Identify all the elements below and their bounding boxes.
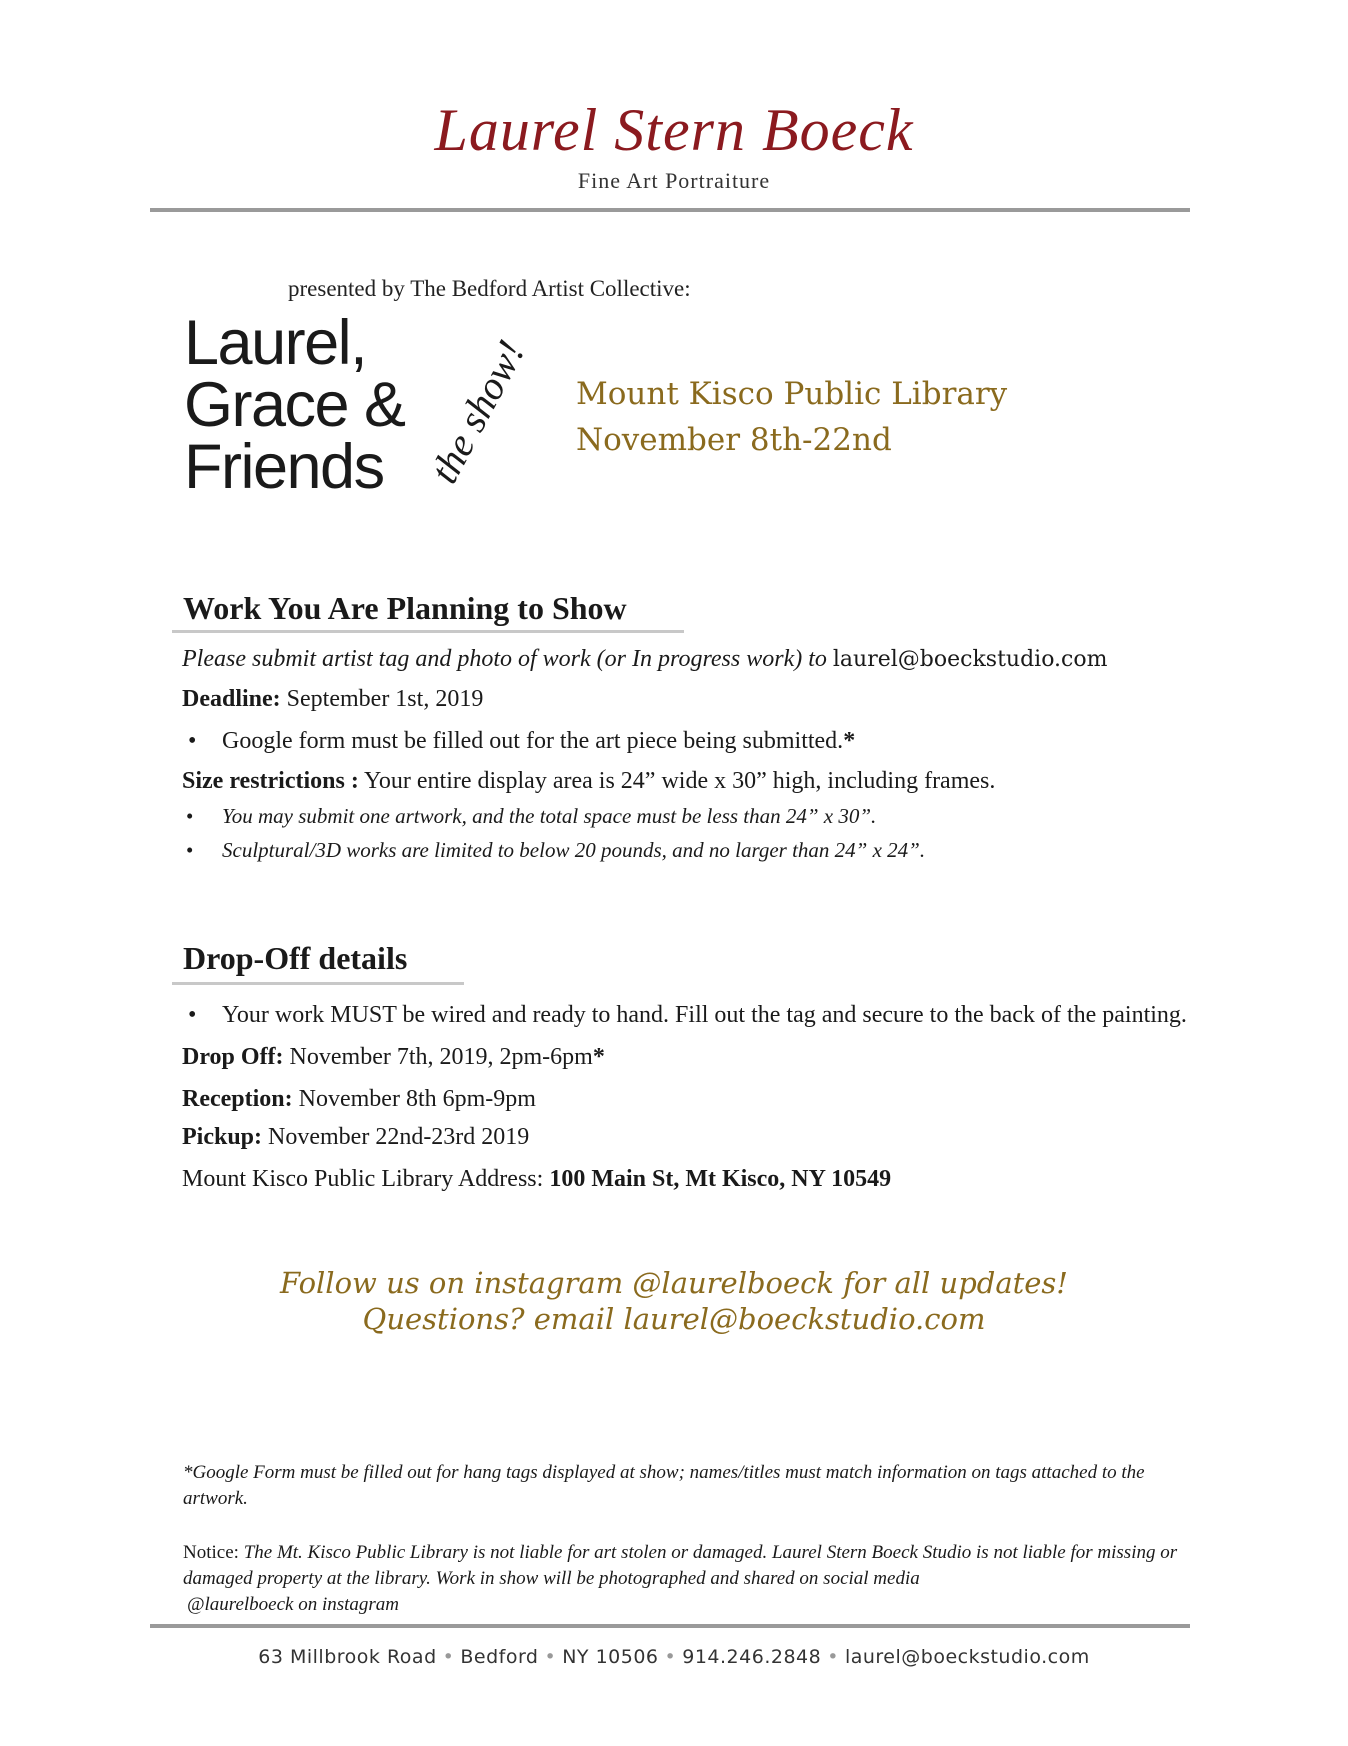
reception-value: November 8th 6pm-9pm (298, 1086, 536, 1112)
bullet-google-form (188, 728, 856, 755)
dropoff-line (182, 1044, 605, 1071)
bullet-wired-text: Your work MUST be wired and ready to hand. Fill out the tag and secure to the back of the painting. (222, 1002, 1187, 1028)
presented-by: presented by The Bedford Artist Collective: (288, 276, 691, 301)
separator-dot-icon: • (544, 1646, 557, 1668)
size-restrictions-line (182, 768, 995, 795)
dropoff-label: Drop Off: (182, 1044, 284, 1070)
submit-text: Please submit artist tag and photo of work (or In progress work) to (182, 646, 827, 672)
library-address-line (182, 1166, 891, 1193)
size-value: Your entire display area is 24” wide x 30” high, including frames. (363, 768, 996, 794)
library-address-label: Mount Kisco Public Library Address: (182, 1166, 544, 1192)
library-address-value: 100 Main St, Mt Kisco, NY 10549 (549, 1166, 892, 1192)
bullet-wired (188, 1002, 1187, 1029)
venue-name: Mount Kisco Public Library (576, 376, 1008, 412)
separator-dot-icon: • (442, 1646, 455, 1668)
google-form-footnote: *Google Form must be filled out for hang tags displayed at show; names/titles must match information on tags attached to the artwork. (183, 1462, 1145, 1509)
notice-text: The Mt. Kisco Public Library is not liable for art stolen or damaged. Laurel Stern Boeck Studio is not liable for missing or damaged property at the library. Work in show will be photographed and shared on social media (183, 1542, 1178, 1589)
logo-tagline: the show! (421, 332, 534, 491)
bullet-google-form-text: Google form must be filled out for the art piece being submitted. (222, 728, 844, 754)
size-label: Size restrictions : (182, 768, 359, 794)
submit-instructions (182, 646, 1107, 673)
logo-line-2: Grace & (184, 370, 405, 440)
footer-phone: 914.246.2848 (682, 1646, 822, 1668)
sub-bullet-2 (186, 838, 926, 863)
pickup-label: Pickup: (182, 1124, 263, 1150)
section-heading-dropoff: Drop-Off details (183, 940, 408, 976)
follow-email: Questions? email laurel@boeckstudio.com (362, 1302, 986, 1336)
brand-name: Laurel Stern Boeck (434, 97, 914, 163)
bullet-icon: • (188, 1002, 197, 1028)
notice (183, 1540, 1183, 1618)
separator-dot-icon: • (664, 1646, 677, 1668)
follow-instagram: Follow us on instagram @laurelboeck for all updates! (280, 1266, 1068, 1300)
section-heading-work: Work You Are Planning to Show (183, 590, 627, 626)
logo-line-3: Friends (184, 432, 384, 502)
brand-subtitle: Fine Art Portraiture (577, 168, 771, 193)
deadline-line (182, 686, 483, 713)
logo-line-1: Laurel, (184, 308, 367, 378)
footer-town: Bedford (460, 1646, 539, 1668)
footnote-mark: * (592, 1044, 605, 1070)
notice-label: Notice: (183, 1542, 239, 1563)
footnote-mark: * (843, 728, 856, 754)
section-underline-work (172, 630, 684, 633)
sub-bullet-1-text: You may submit one artwork, and the total space must be less than 24” x 30”. (222, 804, 877, 828)
bullet-icon: • (186, 804, 194, 828)
pickup-value: November 22nd-23rd 2019 (268, 1124, 530, 1150)
separator-dot-icon: • (827, 1646, 839, 1668)
submit-email[interactable]: laurel@boeckstudio.com (832, 647, 1108, 672)
section-underline-dropoff (172, 982, 464, 985)
footer-state-zip: NY 10506 (562, 1646, 659, 1668)
reception-line (182, 1086, 536, 1113)
reception-label: Reception: (182, 1086, 293, 1112)
dropoff-value: November 7th, 2019, 2pm-6pm (289, 1044, 593, 1070)
bullet-icon: • (186, 838, 194, 862)
header-divider (150, 208, 1190, 212)
footer-street: 63 Millbrook Road (258, 1646, 437, 1668)
deadline-value: September 1st, 2019 (286, 686, 484, 712)
venue-dates: November 8th-22nd (576, 422, 892, 458)
bullet-icon: • (188, 728, 197, 754)
sub-bullet-1 (186, 804, 877, 829)
footer-address (0, 1646, 1348, 1668)
footer-divider (150, 1624, 1190, 1628)
footer-email[interactable]: laurel@boeckstudio.com (844, 1646, 1090, 1668)
notice-handle: @laurelboeck on instagram (187, 1594, 400, 1615)
deadline-label: Deadline: (182, 686, 281, 712)
pickup-line (182, 1124, 529, 1151)
sub-bullet-2-text: Sculptural/3D works are limited to below 20 pounds, and no larger than 24” x 24”. (222, 838, 926, 862)
